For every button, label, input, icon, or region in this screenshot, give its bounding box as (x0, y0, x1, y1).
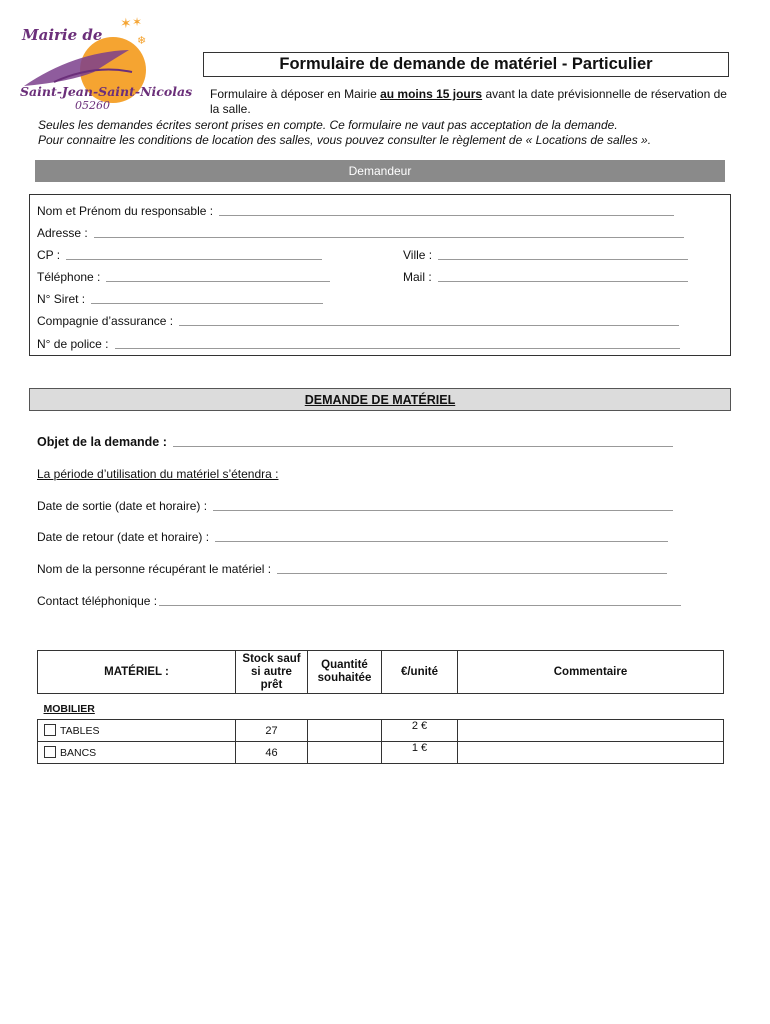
field-assurance-label: Compagnie d’assurance : (37, 314, 174, 328)
field-mail-line[interactable] (438, 281, 688, 282)
section-header-demandeur (35, 160, 725, 182)
field-adresse[interactable] (37, 226, 684, 240)
field-telephone-line[interactable] (106, 281, 330, 282)
field-assurance-line[interactable] (179, 325, 679, 326)
field-personne[interactable] (37, 562, 667, 576)
col-quantite: Quantité souhaitée (308, 651, 382, 694)
field-cp-line[interactable] (66, 259, 322, 260)
col-prix: €/unité (382, 651, 458, 694)
intro-text-1: Formulaire à déposer en Mairie (210, 87, 381, 101)
item-name: BANCS (60, 747, 97, 759)
field-telephone[interactable] (37, 270, 330, 284)
field-ville-label: Ville : (403, 248, 433, 262)
col-commentaire: Commentaire (458, 651, 724, 694)
checkbox[interactable] (44, 724, 56, 736)
field-police-line[interactable] (115, 348, 680, 349)
field-cp-label: CP : (37, 248, 61, 262)
field-telephone-label: Téléphone : (37, 270, 101, 284)
table-row (38, 720, 724, 742)
field-siret-line[interactable] (91, 303, 323, 304)
field-personne-line[interactable] (277, 573, 667, 574)
field-retour[interactable] (37, 530, 668, 544)
table-row (38, 742, 724, 764)
price-cell: 2 € (382, 720, 458, 742)
field-sortie-line[interactable] (213, 510, 673, 511)
field-objet[interactable] (37, 435, 673, 449)
item-name: TABLES (60, 725, 100, 737)
svg-text:✶: ✶ (120, 15, 132, 31)
field-assurance[interactable] (37, 314, 679, 328)
periode-label: La période d’utilisation du matériel s’étendra : (37, 467, 279, 481)
field-contact[interactable] (37, 594, 681, 608)
checkbox[interactable] (44, 746, 56, 758)
svg-text:✶: ✶ (132, 15, 143, 29)
field-nom-line[interactable] (219, 215, 674, 216)
logo-town-text: Saint-Jean-Saint-Nicolas (20, 84, 193, 99)
field-personne-label: Nom de la personne récupérant le matériel : (37, 562, 272, 576)
intro-paragraph (210, 87, 730, 117)
logo-postcode-text: 05260 (75, 99, 110, 112)
field-mail[interactable] (403, 270, 688, 284)
form-title (203, 52, 729, 77)
quantity-cell[interactable] (308, 742, 382, 764)
notice-line-1: Seules les demandes écrites seront prises en compte. Ce formulaire ne vaut pas acceptation de la demande. (38, 118, 618, 132)
section-header-demande (29, 388, 731, 411)
materiel-table (37, 650, 724, 764)
field-sortie-label: Date de sortie (date et horaire) : (37, 499, 208, 513)
field-objet-label: Objet de la demande : (37, 435, 167, 449)
stock-cell: 27 (236, 720, 308, 742)
stock-cell: 46 (236, 742, 308, 764)
logo-mairie-text: Mairie de (22, 26, 103, 44)
demande-header-text: DEMANDE DE MATÉRIEL (304, 392, 456, 407)
col-stock: Stock sauf si autre prêt (236, 651, 308, 694)
field-adresse-line[interactable] (94, 237, 684, 238)
field-police[interactable] (37, 337, 680, 351)
category-row (38, 694, 724, 720)
field-retour-line[interactable] (215, 541, 668, 542)
field-contact-line[interactable] (159, 605, 681, 606)
field-ville[interactable] (403, 248, 688, 262)
intro-emphasis: au moins 15 jours (380, 87, 483, 101)
field-nom[interactable] (37, 204, 674, 218)
col-materiel: MATÉRIEL : (38, 651, 236, 694)
field-cp[interactable] (37, 248, 322, 262)
intro-text-2: avant la date prévisionnelle de réservation de la salle. (210, 87, 727, 116)
comment-cell[interactable] (458, 720, 724, 742)
svg-text:❄: ❄ (137, 35, 147, 47)
field-siret-label: N° Siret : (37, 292, 86, 306)
form-title-text: Formulaire de demande de matériel - Particulier (279, 55, 653, 73)
demandeur-header-text: Demandeur (348, 164, 412, 178)
item-cell[interactable] (38, 720, 236, 742)
quantity-cell[interactable] (308, 720, 382, 742)
field-retour-label: Date de retour (date et horaire) : (37, 530, 210, 544)
field-nom-label: Nom et Prénom du responsable : (37, 204, 214, 218)
field-objet-line[interactable] (173, 446, 673, 447)
category-mobilier: MOBILIER (43, 702, 95, 715)
field-police-label: N° de police : (37, 337, 109, 351)
field-contact-label: Contact téléphonique : (37, 594, 158, 608)
field-mail-label: Mail : (403, 270, 432, 284)
table-header-row (38, 651, 724, 694)
comment-cell[interactable] (458, 742, 724, 764)
field-sortie[interactable] (37, 499, 673, 513)
field-adresse-label: Adresse : (37, 226, 88, 240)
field-ville-line[interactable] (438, 259, 688, 260)
item-cell[interactable] (38, 742, 236, 764)
price-cell: 1 € (382, 742, 458, 764)
notice-line-2: Pour connaitre les conditions de location des salles, vous pouvez consulter le règlement de « Locations de salles ». (38, 133, 652, 147)
field-siret[interactable] (37, 292, 323, 306)
notice-paragraph (38, 118, 738, 148)
